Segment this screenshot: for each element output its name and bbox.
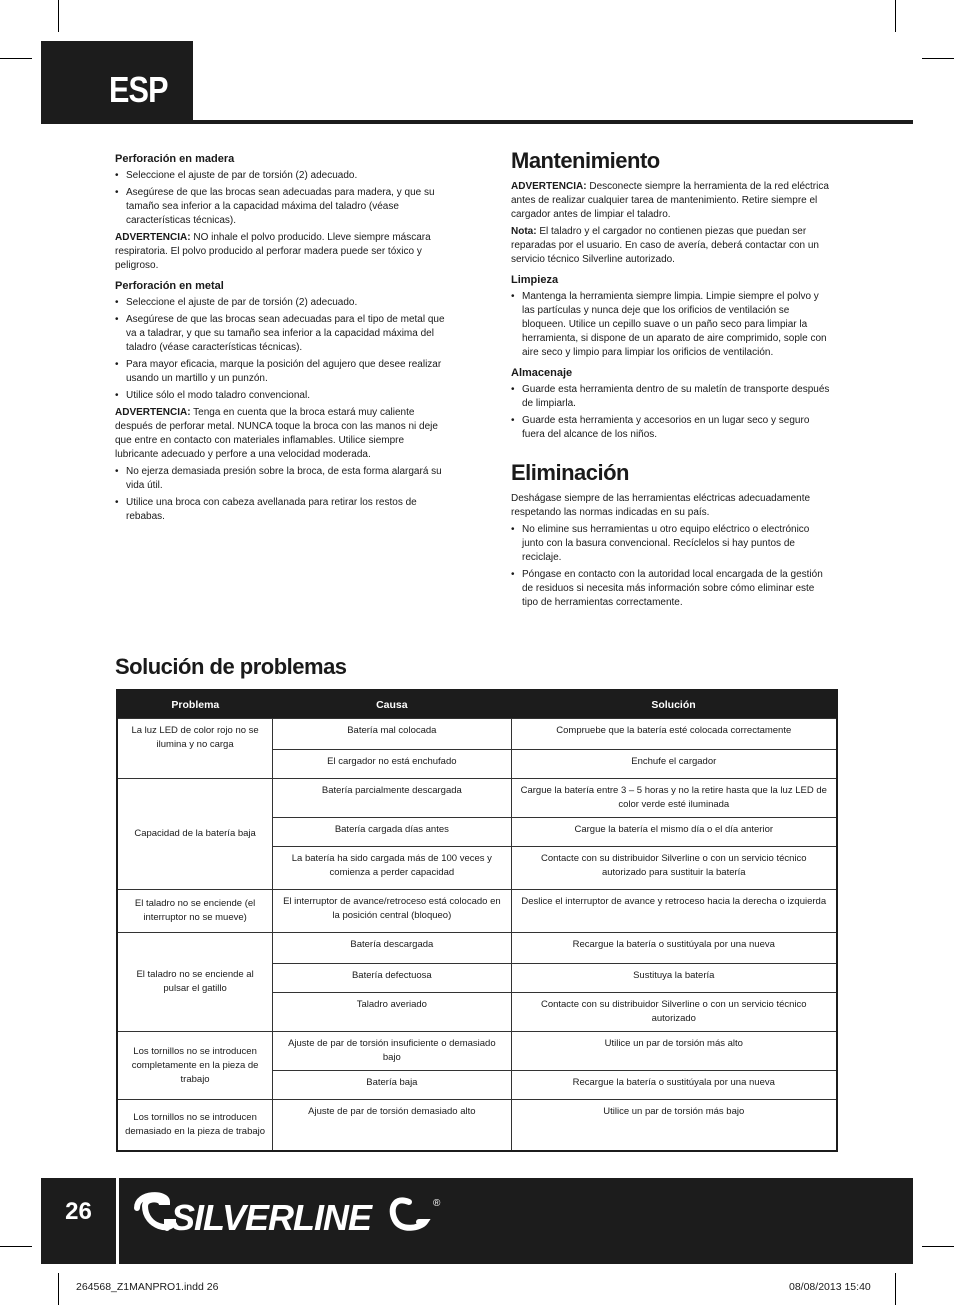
list-item: • No ejerza demasiada presión sobre la broca, de esta forma alargará su vida útil.: [115, 465, 447, 493]
table-row: [117, 890, 837, 933]
wood-heading: Perforación en madera: [115, 153, 235, 165]
list-item: • Utilice una broca con cabeza avellanada para retirar los restos de rebabas.: [115, 496, 447, 524]
cause-cell: Ajuste de par de torsión insuficiente o demasiado bajo: [273, 1032, 511, 1071]
crop-mark: [58, 1273, 59, 1305]
cause-cell: Batería mal colocada: [273, 719, 511, 750]
solution-cell: Enchufe el cargador: [511, 750, 837, 779]
list-item: • Seleccione el ajuste de par de torsión (2) adecuado.: [115, 296, 447, 310]
table-row: [117, 1032, 837, 1071]
list-item: • Asegúrese de que las brocas sean adecuadas para madera, y que su tamaño sea inferior a la capacidad máxima del taladro (véase características técnicas).: [115, 186, 447, 228]
cause-cell: Batería cargada días antes: [273, 818, 511, 847]
registered-mark: ®: [433, 1198, 441, 1209]
metal-warning: [115, 406, 447, 462]
metal-list: [115, 296, 447, 403]
problem-cell: Los tornillos no se introducen demasiado en la pieza de trabajo: [117, 1100, 273, 1151]
metal-heading: Perforación en metal: [115, 280, 224, 292]
cause-cell: Batería baja: [273, 1071, 511, 1100]
problem-cell: El taladro no se enciende al pulsar el gatillo: [117, 933, 273, 1032]
crop-mark: [0, 1246, 32, 1247]
column-header: Causa: [273, 690, 511, 719]
warning-label: ADVERTENCIA:: [511, 181, 587, 192]
warning-text: NO inhale el polvo producido. Lleve siempre máscara respiratoria. El polvo producido al perforar madera puede ser tóxico y peligroso.: [115, 232, 431, 271]
problem-cell: Capacidad de la batería baja: [117, 779, 273, 890]
solution-cell: Utilice un par de torsión más bajo: [511, 1100, 837, 1151]
disposal-list: [511, 523, 833, 610]
column-header: Solución: [511, 690, 837, 719]
right-column: [511, 148, 833, 613]
footer-bar: [41, 1178, 913, 1264]
table-header-row: [117, 690, 837, 719]
cause-cell: Batería descargada: [273, 933, 511, 964]
column-header: Problema: [117, 690, 273, 719]
maintenance-title: Mantenimiento: [511, 148, 660, 173]
storage-list: [511, 383, 833, 442]
silverline-logo-icon: [133, 1188, 473, 1248]
list-item: • Guarde esta herramienta y accesorios en un lugar seco y seguro fuera del alcance de los niños.: [511, 414, 833, 442]
footer-divider: [116, 1178, 119, 1264]
wood-list: [115, 169, 447, 228]
cause-cell: La batería ha sido cargada más de 100 veces y comienza a perder capacidad: [273, 847, 511, 890]
warning-label: ADVERTENCIA:: [115, 232, 191, 243]
slug-file: 264568_Z1MANPRO1.indd 26: [76, 1281, 219, 1293]
cause-cell: Taladro averiado: [273, 993, 511, 1032]
solution-cell: Contacte con su distribuidor Silverline o con un servicio técnico autorizado para sustituir la batería: [511, 847, 837, 890]
table-row: [117, 1100, 837, 1151]
cause-cell: Ajuste de par de torsión demasiado alto: [273, 1100, 511, 1151]
cause-cell: El interruptor de avance/retroceso está colocado en la posición central (bloqueo): [273, 890, 511, 933]
cause-cell: Batería parcialmente descargada: [273, 779, 511, 818]
silverline-logo: [133, 1188, 473, 1253]
solution-cell: Contacte con su distribuidor Silverline o con un servicio técnico autorizado: [511, 993, 837, 1032]
solution-cell: Utilice un par de torsión más alto: [511, 1032, 837, 1071]
table-row: [117, 719, 837, 750]
list-item: • Utilice sólo el modo taladro convencional.: [115, 389, 447, 403]
brand-wordmark: SILVERLINE: [171, 1197, 372, 1238]
solution-cell: Recargue la batería o sustitúyala por una nueva: [511, 1071, 837, 1100]
crop-mark: [895, 1273, 896, 1305]
wood-warning: [115, 231, 447, 273]
language-code: ESP: [109, 69, 168, 110]
slug-date: 08/08/2013 15:40: [789, 1281, 871, 1293]
disposal-title: Eliminación: [511, 460, 629, 485]
solution-cell: Recargue la batería o sustitúyala por una nueva: [511, 933, 837, 964]
header-rule: [41, 120, 913, 124]
warning-text: Tenga en cuenta que la broca estará muy caliente después de perforar metal. NUNCA toque la broca con las manos ni deje que entre en contacto con materiales inflamables. Utilice siempre lubricante adecuado y perfore a una velocidad moderada.: [115, 407, 438, 460]
page-number: 26: [65, 1198, 92, 1225]
cause-cell: Batería defectuosa: [273, 964, 511, 993]
list-item: • Seleccione el ajuste de par de torsión (2) adecuado.: [115, 169, 447, 183]
list-item: • Asegúrese de que las brocas sean adecuadas para el tipo de metal que va a taladrar, y que su tamaño sea inferior a la capacidad máxima del taladro (véase características técnicas).: [115, 313, 447, 355]
crop-mark: [895, 0, 896, 32]
list-item: • Guarde esta herramienta dentro de su maletín de transporte después de limpiarla.: [511, 383, 833, 411]
note-label: Nota:: [511, 226, 537, 237]
list-item: • Para mayor eficacia, marque la posición del agujero que desee realizar usando un martillo y un punzón.: [115, 358, 447, 386]
problem-cell: El taladro no se enciende (el interruptor no se mueve): [117, 890, 273, 933]
maintenance-note: [511, 225, 833, 267]
crop-mark: [58, 0, 59, 32]
problem-cell: Los tornillos no se introducen completamente en la pieza de trabajo: [117, 1032, 273, 1100]
maintenance-warning: [511, 180, 833, 222]
metal-list-2: [115, 465, 447, 524]
list-item: • No elimine sus herramientas u otro equipo eléctrico o electrónico junto con la basura convencional. Recíclelos si hay puntos de reciclaje.: [511, 523, 833, 565]
storage-heading: Almacenaje: [511, 367, 573, 379]
troubleshooting-table: [116, 689, 838, 1152]
problem-cell: La luz LED de color rojo no se ilumina y no carga: [117, 719, 273, 779]
warning-label: ADVERTENCIA:: [115, 407, 191, 418]
cleaning-heading: Limpieza: [511, 274, 559, 286]
solution-cell: Sustituya la batería: [511, 964, 837, 993]
note-text: El taladro y el cargador no contienen piezas que puedan ser reparadas por el usuario. En caso de avería, deberá contactar con un servicio técnico Silverline autorizado.: [511, 226, 819, 265]
crop-mark: [922, 58, 954, 59]
language-tab: [41, 41, 193, 123]
list-item: • Mantenga la herramienta siempre limpia. Limpie siempre el polvo y las partículas y nunca deje que los orificios de ventilación se bloqueen. Utilice un cepillo suave o un paño seco para limpiar la herramienta, si dispone de un aparato de aire comprimido, sople con aire seco y limpio para limpiar los orificios de ventilación.: [511, 290, 833, 360]
disposal-text: Deshágase siempre de las herramientas eléctricas adecuadamente respetando las normas indicadas en su país.: [511, 493, 811, 518]
cause-cell: El cargador no está enchufado: [273, 750, 511, 779]
cleaning-list: [511, 290, 833, 360]
crop-mark: [922, 1246, 954, 1247]
left-column: [115, 152, 447, 527]
solution-cell: Cargue la batería el mismo día o el día anterior: [511, 818, 837, 847]
solution-cell: Deslice el interruptor de avance y retroceso hacia la derecha o izquierda: [511, 890, 837, 933]
solution-cell: Compruebe que la batería esté colocada correctamente: [511, 719, 837, 750]
warning-text: Desconecte siempre la herramienta de la red eléctrica antes de realizar cualquier tarea de mantenimiento. Retire siempre el cargador antes de limpiar el taladro.: [511, 181, 829, 220]
crop-mark: [0, 58, 32, 59]
table-row: [117, 779, 837, 818]
troubleshooting-title: Solución de problemas: [115, 654, 347, 679]
solution-cell: Cargue la batería entre 3 – 5 horas y no la retire hasta que la luz LED de color verde esté iluminada: [511, 779, 837, 818]
list-item: • Póngase en contacto con la autoridad local encargada de la gestión de residuos si necesita más información sobre cómo eliminar este tipo de herramientas correctamente.: [511, 568, 833, 610]
table-row: [117, 933, 837, 964]
